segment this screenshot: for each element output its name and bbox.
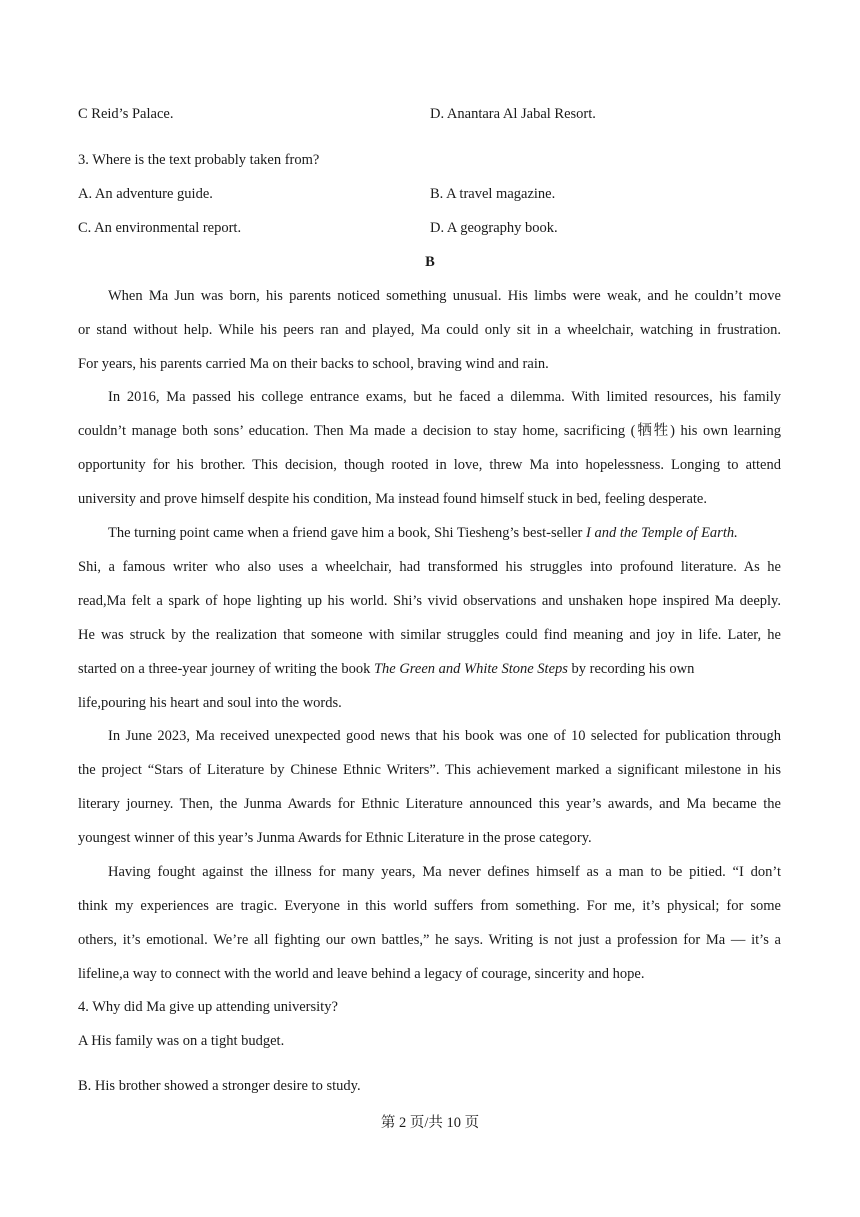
passage-line bbox=[78, 660, 694, 678]
passage-line: read,Ma felt a spark of hope lighting up his world. Shi’s vivid observations and unshaken hope inspired Ma deeply. bbox=[78, 593, 781, 609]
passage-line: university and prove himself despite his condition, Ma instead found himself stuck in bed, feeling desperate. bbox=[78, 491, 707, 507]
q3-question: 3. Where is the text probably taken from? bbox=[78, 152, 320, 168]
passage-line: For years, his parents carried Ma on their backs to school, braving wind and rain. bbox=[78, 356, 549, 372]
passage-line: In June 2023, Ma received unexpected good news that his book was one of 10 selected for publication through bbox=[108, 728, 781, 744]
passage-line: others, it’s emotional. We’re all fighting our own battles,” he says. Writing is not just a profession for Ma — it’s a bbox=[78, 932, 781, 948]
q3-option-b: B. A travel magazine. bbox=[430, 186, 556, 202]
passage-line: Shi, a famous writer who also uses a wheelchair, had transformed his struggles into profound literature. As he bbox=[78, 559, 781, 575]
passage-line: He was struck by the realization that someone with similar struggles could find meaning and joy in life. Later, he bbox=[78, 627, 781, 643]
passage-line: Having fought against the illness for many years, Ma never defines himself as a man to be pitied. “I don’t bbox=[108, 864, 781, 880]
q3-option-c: C. An environmental report. bbox=[78, 220, 242, 236]
page-number: 第 2 页/共 10 页 bbox=[380, 1115, 480, 1131]
passage-line: the project “Stars of Literature by Chinese Ethnic Writers”. This achievement marked a significant milestone in his bbox=[78, 762, 781, 778]
passage-line: think my experiences are tragic. Everyone in this world suffers from something. For me, it’s physical; for some bbox=[78, 898, 781, 914]
passage-line: literary journey. Then, the Junma Awards for Ethnic Literature announced this year’s awards, and Ma became the bbox=[78, 796, 781, 812]
q4-question: 4. Why did Ma give up attending university? bbox=[78, 999, 338, 1015]
passage-line: When Ma Jun was born, his parents noticed something unusual. His limbs were weak, and he couldn’t move bbox=[108, 288, 781, 304]
passage-line: opportunity for his brother. This decision, though rooted in love, threw Ma into hopelessness. Longing to attend bbox=[78, 457, 781, 473]
passage-line: or stand without help. While his peers ran and played, Ma could only sit in a wheelchair, watching in frustration. bbox=[78, 322, 781, 338]
passage-text: The turning point came when a friend gave him a book, Shi Tiesheng’s best-seller bbox=[108, 525, 587, 541]
passage-text: started on a three-year journey of writing the book bbox=[78, 661, 374, 677]
q3-option-a: A. An adventure guide. bbox=[78, 186, 213, 202]
q2-option-d: D. Anantara Al Jabal Resort. bbox=[430, 106, 596, 122]
book-title: The Green and White Stone Steps bbox=[373, 661, 568, 677]
q2-option-c: C Reid’s Palace. bbox=[78, 106, 174, 122]
book-title: I and the Temple of Earth. bbox=[586, 525, 738, 541]
passage-text: by recording his own bbox=[567, 661, 695, 677]
passage-line bbox=[108, 524, 738, 542]
q4-option-a: A His family was on a tight budget. bbox=[78, 1033, 285, 1049]
q3-option-d: D. A geography book. bbox=[430, 220, 558, 236]
section-heading: B bbox=[425, 254, 435, 270]
passage-line: In 2016, Ma passed his college entrance exams, but he faced a dilemma. With limited resources, his family bbox=[108, 389, 781, 405]
passage-line: lifeline,a way to connect with the world and leave behind a legacy of courage, sincerity and hope. bbox=[78, 966, 645, 982]
passage-line: youngest winner of this year’s Junma Awards for Ethnic Literature in the prose category. bbox=[78, 830, 592, 846]
passage-line: life,pouring his heart and soul into the words. bbox=[78, 695, 342, 711]
q4-option-b: B. His brother showed a stronger desire to study. bbox=[78, 1078, 361, 1094]
passage-line: couldn’t manage both sons’ education. Then Ma made a decision to stay home, sacrificing (牺牲) his own learning bbox=[78, 423, 781, 439]
